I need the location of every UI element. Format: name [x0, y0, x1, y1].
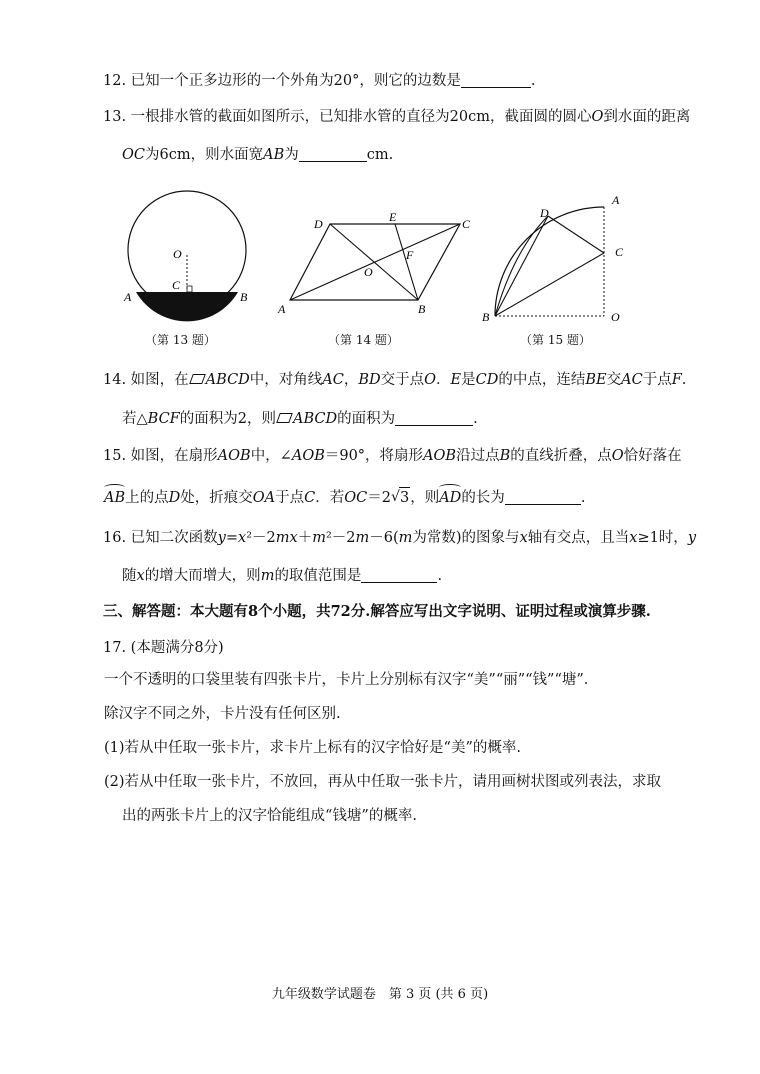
q17-paragraph-2: 除汉字不同之外，卡片没有任何区别.	[104, 706, 341, 722]
svg-text:E: E	[389, 210, 397, 224]
sqrt-symbol-icon: √ 3	[390, 489, 410, 506]
fig13-label-b: B	[240, 290, 248, 304]
q13-line1: 13. 一根排水管的截面如图所示，已知排水管的直径为20cm，截面圆的圆心O到水面的距离	[103, 109, 691, 125]
q16-answer-blank[interactable]	[361, 568, 437, 583]
figure-14	[272, 210, 482, 320]
q14-answer-blank[interactable]	[395, 411, 473, 426]
q12-answer-blank[interactable]	[461, 73, 531, 88]
parallelogram-symbol-icon	[189, 374, 206, 384]
svg-text:O: O	[611, 310, 620, 324]
section-3-heading: 三、解答题：本大题有8个小题，共72分.解答应写出文字说明、证明过程或演算步骤.	[103, 603, 651, 620]
q17-part-1: (1)若从中任取一张卡片，求卡片上标有的汉字恰好是“美”的概率.	[104, 740, 521, 756]
q13-line2: OC为6cm，则水面宽AB为 cm.	[122, 147, 394, 163]
parallelogram-symbol-icon	[276, 413, 293, 423]
q14-line1: 14. 如图，在 ABCD中，对角线AC，BD交于点O．E是CD的中点，连结BE交AC于点F.	[103, 372, 687, 388]
svg-text:D: D	[540, 206, 549, 220]
q15-line2: AB上的点D处，折痕交OA于点C．若OC＝2 √ 3，则AD的长为 .	[104, 489, 586, 506]
q13-answer-blank[interactable]	[299, 147, 367, 162]
q15-answer-blank[interactable]	[505, 490, 581, 505]
fig14-caption: （第 14 题）	[328, 333, 399, 347]
q16-line1: 16. 已知二次函数y=x²－2mx＋m²－2m－6(m为常数)的图象与x轴有交点，且当x≥1时，y	[103, 530, 697, 546]
fig13-label-o: O	[173, 247, 182, 261]
svg-text:B: B	[418, 302, 426, 316]
fig13-label-a: A	[124, 290, 132, 304]
svg-text:A: A	[278, 302, 286, 316]
q12-number: 12.	[103, 73, 127, 89]
arc-ab: AB	[104, 490, 126, 506]
q12-text: 已知一个正多边形的一个外角为20°，则它的边数是	[130, 73, 461, 89]
q17-part-2: (2)若从中任取一张卡片，不放回，再从中任取一张卡片，请用画树状图或列表法，求取	[104, 774, 662, 790]
svg-text:B: B	[482, 310, 490, 324]
figure-13	[115, 188, 260, 323]
fig15-caption: （第 15 题）	[520, 333, 591, 347]
fig13-caption: （第 13 题）	[145, 333, 216, 347]
q16-line2: 随x的增大而增大，则m的取值范围是 .	[122, 568, 443, 584]
svg-text:F: F	[406, 248, 414, 262]
q15-line1: 15. 如图，在扇形AOB中，∠AOB＝90°，将扇形AOB沿过点B的直线折叠，点O恰好落在	[103, 448, 682, 464]
figure-15	[478, 190, 628, 325]
arc-ad: AD	[439, 490, 462, 506]
svg-text:C: C	[462, 217, 471, 231]
page-footer: 九年级数学试题卷 第 3 页 (共 6 页)	[271, 987, 489, 1002]
svg-text:O: O	[364, 265, 373, 279]
q17-paragraph-1: 一个不透明的口袋里装有四张卡片，卡片上分别标有汉字“美”“丽”“钱”“塘”．	[104, 672, 599, 688]
svg-text:C: C	[615, 245, 624, 259]
q12: 12. 已知一个正多边形的一个外角为20°，则它的边数是 .	[103, 73, 536, 89]
fig13-label-c: C	[172, 278, 181, 292]
svg-text:D: D	[314, 217, 323, 231]
q17-part-2-cont: 出的两张卡片上的汉字恰能组成“钱塘”的概率.	[122, 808, 417, 824]
q14-line2: 若△BCF的面积为2，则 ABCD的面积为 .	[122, 411, 478, 427]
svg-text:A: A	[612, 193, 620, 207]
q17-header: 17. (本题满分8分)	[103, 640, 224, 656]
